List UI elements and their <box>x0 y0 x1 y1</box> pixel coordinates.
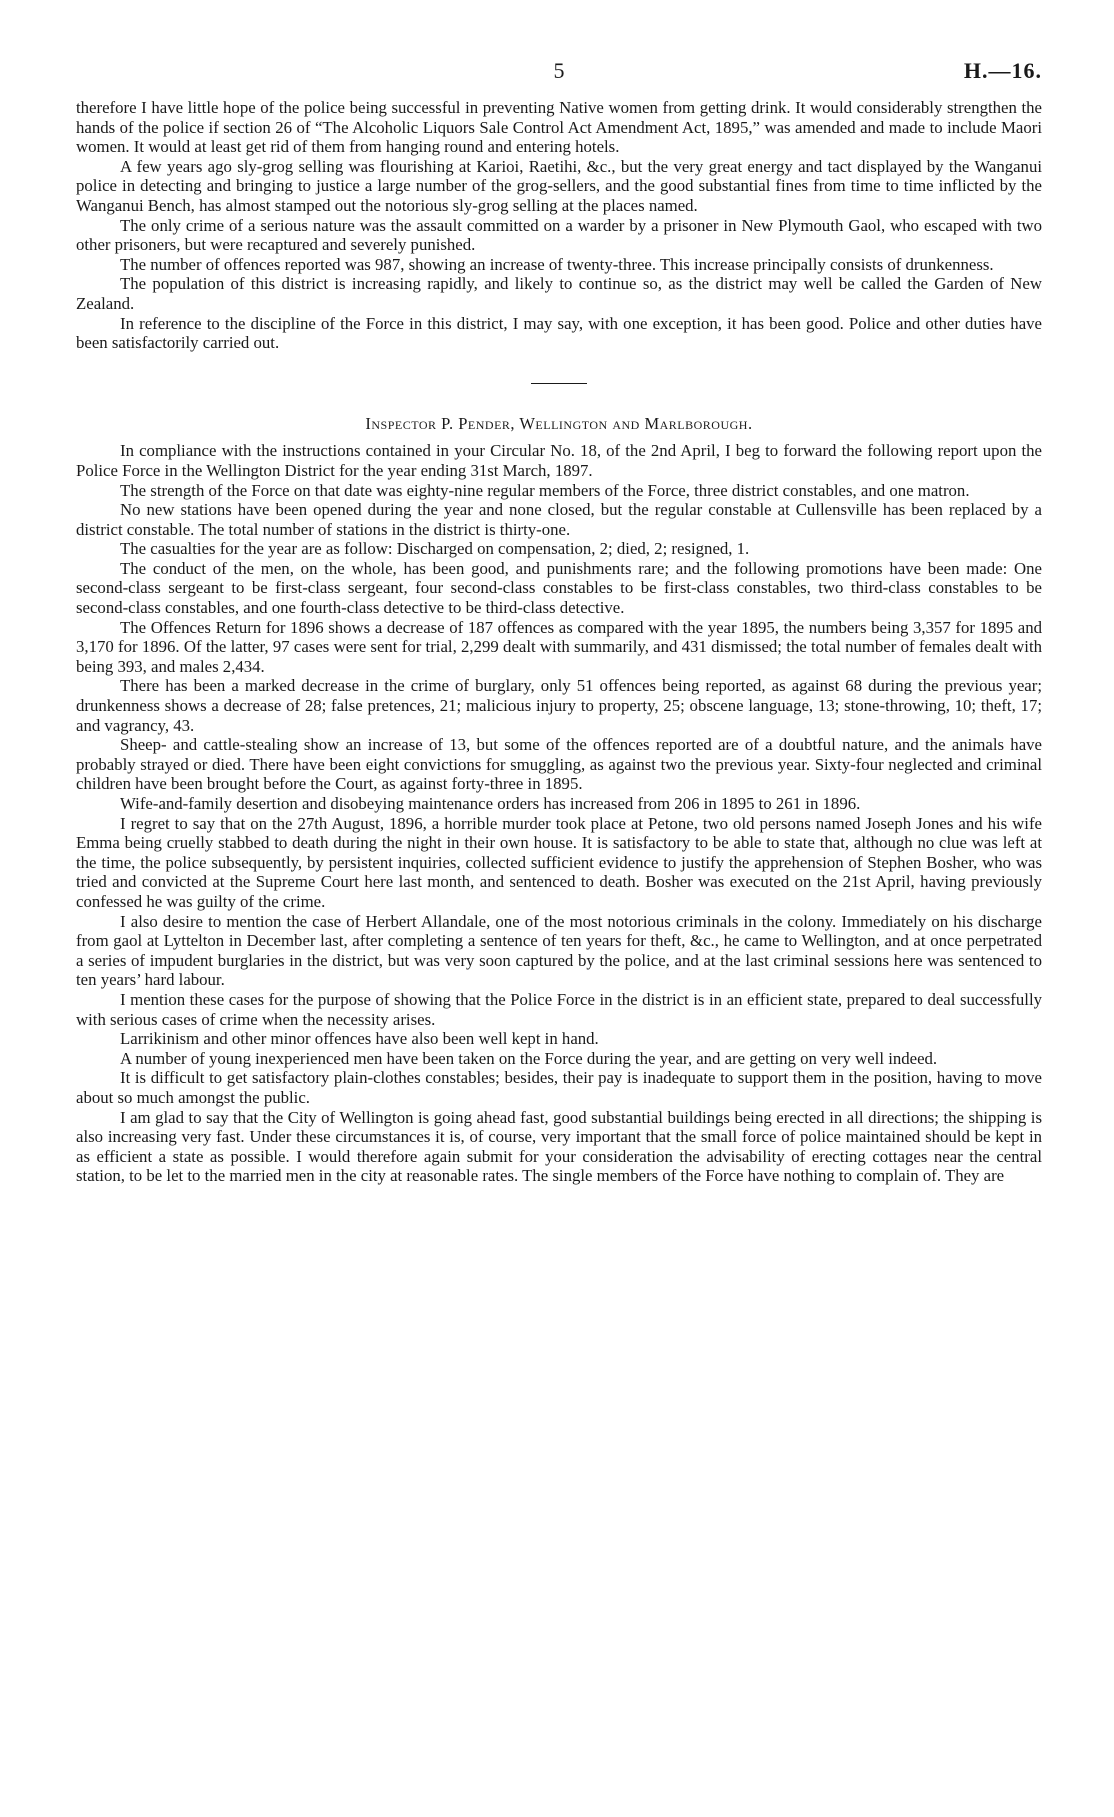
paragraph: The Offences Return for 1896 shows a decrease of 187 offences as compared with the year 1895, the numbers being 3,357 for 1895 and 3,170 for 1896. Of the latter, 97 cases were sent for trial, 2,299 dealt with summarily, and 431 dismissed; the total number of females dealt with being 393, and males 2,434. <box>76 617 1042 676</box>
paragraph: There has been a marked decrease in the crime of burglary, only 51 offences being reported, as against 68 during the previous year; drunkenness shows a decrease of 28; false pretences, 21; malicious injury to property, 25; obscene language, 13; stone-throwing, 10; theft, 17; and vagrancy, 43. <box>76 676 1042 735</box>
document-reference: H.—16. <box>963 58 1042 83</box>
page-number: 5 <box>553 58 565 83</box>
paragraph: Sheep- and cattle-stealing show an increase of 13, but some of the offences reported are of a doubtful nature, and the animals have probably strayed or died. There have been eight convictions for smuggling, as against two the previous year. Sixty-four neglected and criminal children have been brought before the Court, as against forty-three in 1895. <box>76 735 1042 794</box>
paragraph: I regret to say that on the 27th August, 1896, a horrible murder took place at Petone, two old persons named Joseph Jones and his wife Emma being cruelly stabbed to death during the night in their own house. It is satisfactory to be able to state that, although no clue was left at the time, the police subsequently, by persistent inquiries, collected sufficient evidence to justify the apprehension of Stephen Bosher, who was tried and convicted at the Supreme Court here last month, and sentenced to death. Bosher was executed on the 21st April, having previously confessed he was guilty of the crime. <box>76 813 1042 911</box>
section-divider <box>531 383 587 384</box>
document-page <box>76 58 1042 1186</box>
report-body <box>76 98 1042 1186</box>
paragraph: No new stations have been opened during the year and none closed, but the regular constable at Cullensville has been replaced by a district constable. The total number of stations in the district is thirty-one. <box>76 500 1042 539</box>
paragraph: I also desire to mention the case of Herbert Allandale, one of the most notorious criminals in the colony. Immediately on his discharge from gaol at Lyttelton in December last, after completing a sentence of ten years for theft, &c., he came to Wellington, and at once perpetrated a series of impudent burglaries in the district, but was very soon captured by the police, and at the last criminal sessions here was sentenced to ten years’ hard labour. <box>76 911 1042 990</box>
paragraph: The only crime of a serious nature was the assault committed on a warder by a prisoner in New Plymouth Gaol, who escaped with two other prisoners, but were recaptured and severely punished. <box>76 215 1042 255</box>
paragraph: The number of offences reported was 987, showing an increase of twenty-three. This increase principally consists of drunkenness. <box>120 254 994 274</box>
paragraph: The casualties for the year are as follow: Discharged on compensation, 2; died, 2; resigned, 1. <box>120 539 750 559</box>
paragraph: Wife-and-family desertion and disobeying maintenance orders has increased from 206 in 1895 to 261 in 1896. <box>120 794 861 813</box>
paragraph: A few years ago sly-grog selling was flourishing at Karioi, Raetihi, &c., but the very great energy and tact displayed by the Wanganui police in detecting and bringing to justice a large number of the grog-sellers, and the good substantial fines from time to time inflicted by the Wanganui Bench, has almost stamped out the notorious sly-grog selling at the places named. <box>76 156 1042 215</box>
paragraph: therefore I have little hope of the police being successful in preventing Native women from getting drink. It would considerably strengthen the hands of the police if section 26 of “The Alcoholic Liquors Sale Control Act Amendment Act, 1895,” was amended and made to include Maori women. It would at least get rid of them from hanging round and entering hotels. <box>76 98 1042 157</box>
paragraph: The population of this district is increasing rapidly, and likely to continue so, as the district may well be called the Garden of New Zealand. <box>76 274 1042 313</box>
paragraph: I am glad to say that the City of Wellington is going ahead fast, good substantial buildings being erected in all directions; the shipping is also increasing very fast. Under these circumstances it is, of course, very important that the small force of police maintained should be kept in as efficient a state as possible. I would therefore again submit for your consideration the advisability of erecting cottages near the central station, to be let to the married men in the city at reasonable rates. The single members of the Force have nothing to complain of. They are <box>76 1107 1042 1186</box>
section-heading: Inspector P. Pender, Wellington and Marlborough. <box>365 413 753 433</box>
paragraph: Larrikinism and other minor offences have also been well kept in hand. <box>120 1029 599 1049</box>
paragraph: The conduct of the men, on the whole, has been good, and punishments rare; and the following promotions have been made: One second-class sergeant to be first-class sergeant, four second-class constables to be first-class constables, two third-class constables to be second-class constables, and one fourth-class detective to be third-class detective. <box>76 558 1042 618</box>
paragraph: It is difficult to get satisfactory plain-clothes constables; besides, their pay is inadequate to support them in the position, having to move about so much amongst the public. <box>76 1068 1042 1107</box>
paragraph: A number of young inexperienced men have been taken on the Force during the year, and are getting on very well indeed. <box>120 1048 938 1068</box>
paragraph: In reference to the discipline of the Force in this district, I may say, with one exception, it has been good. Police and other duties have been satisfactorily carried out. <box>76 313 1042 353</box>
paragraph: In compliance with the instructions contained in your Circular No. 18, of the 2nd April, I beg to forward the following report upon the Police Force in the Wellington District for the year ending 31st March, 1897. <box>76 441 1042 480</box>
paragraph: I mention these cases for the purpose of showing that the Police Force in the district is in an efficient state, prepared to deal successfully with serious cases of crime when the necessity arises. <box>76 989 1042 1029</box>
paragraph: The strength of the Force on that date was eighty-nine regular members of the Force, three district constables, and one matron. <box>120 480 970 500</box>
page-header <box>76 58 1042 98</box>
